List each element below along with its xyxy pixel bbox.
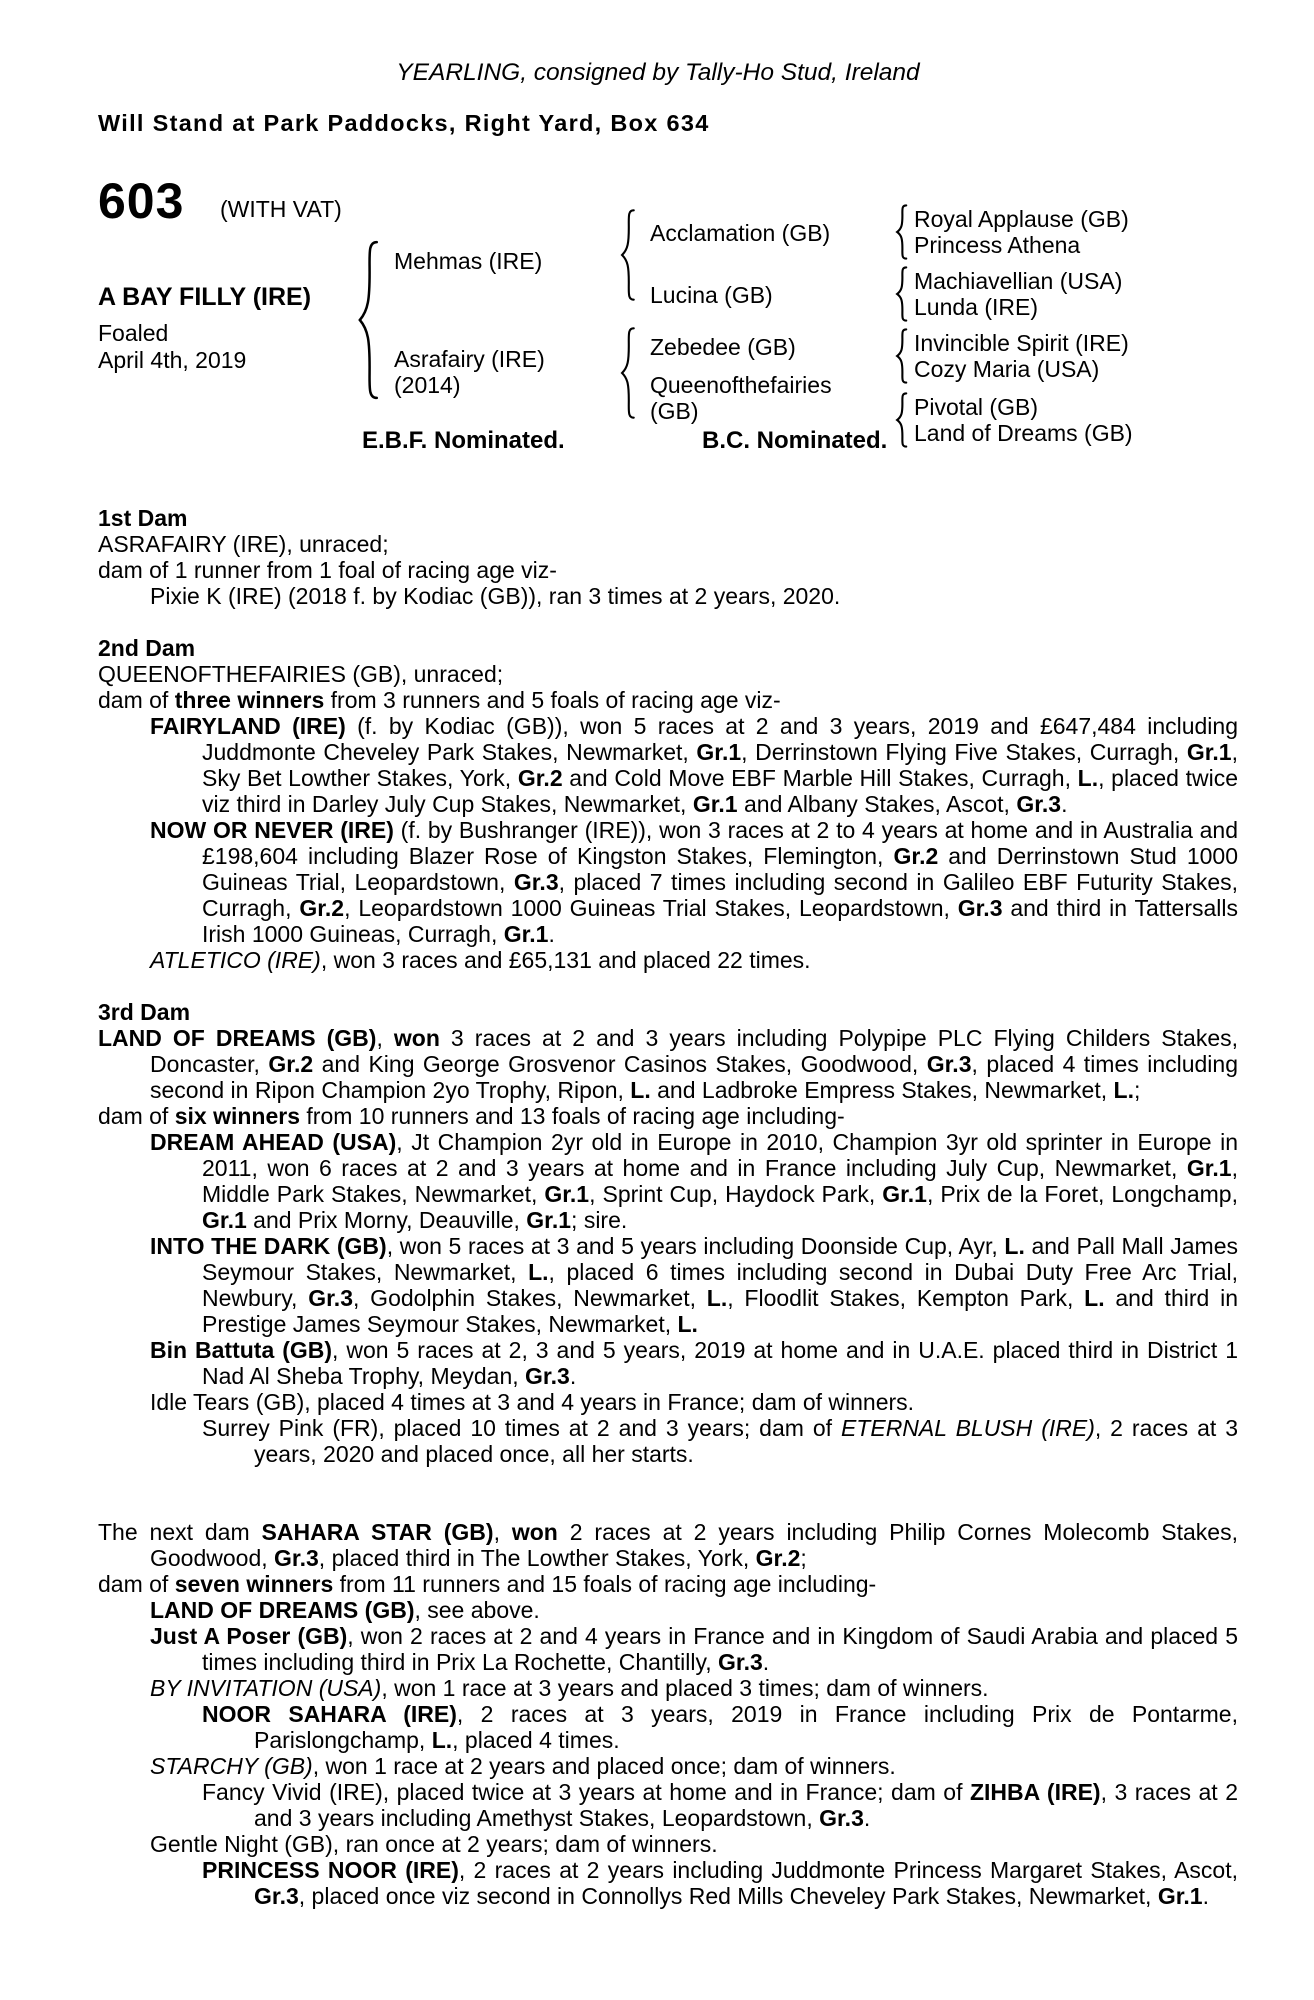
catalogue-paragraph: ATLETICO (IRE), won 3 races and £65,131 and placed 22 times. (150, 947, 811, 973)
catalogue-paragraph: QUEENOFTHEFAIRIES (GB), unraced; (98, 661, 504, 687)
catalogue-paragraph: Fancy Vivid (IRE), placed twice at 3 years at home and in France; dam of ZIHBA (IRE), 3 races at 2 and 3 years including Amethyst Stakes, Leopardstown, Gr.3. (202, 1779, 1238, 1831)
horse-name: A BAY FILLY (IRE) (98, 283, 312, 311)
catalogue-paragraph: dam of three winners from 3 runners and 5 foals of racing age viz- (98, 687, 781, 713)
pedigree-brace (618, 208, 636, 302)
foaled-label: Foaled (98, 320, 169, 346)
great-granddam-name: Land of Dreams (GB) (914, 420, 1133, 446)
catalogue-paragraph: NOW OR NEVER (IRE) (f. by Bushranger (IRE)), won 3 races at 2 to 4 years at home and in Australia and £198,604 including Blazer Rose of Kingston Stakes, Flemington, Gr.2 and Derrinstown Stud 1000 Guineas Trial, Leopardstown, Gr.3, placed 7 times including second in Galileo EBF Futurity Stakes, Curragh, Gr.2, Leopardstown 1000 Guineas Trial Stakes, Leopardstown, Gr.3 and third in Tattersalls Irish 1000 Guineas, Curragh, Gr.1. (150, 817, 1238, 947)
dam-section-heading: 1st Dam (98, 505, 188, 531)
great-grandsire-name: Invincible Spirit (IRE) (914, 330, 1129, 356)
pedigree-text-body (98, 505, 1238, 1909)
pedigree-brace (894, 328, 908, 384)
dam-section (98, 635, 1238, 973)
pedigree-brace (618, 326, 636, 420)
catalogue-paragraph: Gentle Night (GB), ran once at 2 years; dam of winners. (150, 1831, 718, 1857)
sire-sire-name: Acclamation (GB) (650, 220, 831, 246)
catalogue-paragraph: Just A Poser (GB), won 2 races at 2 and 4 years in France and in Kingdom of Saudi Arabia and placed 5 times including third in Prix La Rochette, Chantilly, Gr.3. (150, 1623, 1238, 1675)
ebf-nominated-note: E.B.F. Nominated. (362, 427, 565, 454)
dam-dam-name: Queenofthefairies (650, 372, 832, 398)
dam-section (98, 1519, 1238, 1909)
lot-vat-note: (WITH VAT) (220, 196, 342, 222)
stand-location-line: Will Stand at Park Paddocks, Right Yard, Box 634 (98, 110, 710, 136)
catalogue-paragraph: BY INVITATION (USA), won 1 race at 3 years and placed 3 times; dam of winners. (150, 1675, 989, 1701)
great-granddam-name: Cozy Maria (USA) (914, 356, 1100, 382)
bc-nominated-note: B.C. Nominated. (702, 427, 888, 454)
catalogue-paragraph: The next dam SAHARA STAR (GB), won 2 races at 2 years including Philip Cornes Molecomb Stakes, Goodwood, Gr.3, placed third in The Lowther Stakes, York, Gr.2; (98, 1519, 1238, 1571)
great-granddam-name: Lunda (IRE) (914, 294, 1039, 320)
catalogue-paragraph: NOOR SAHARA (IRE), 2 races at 3 years, 2019 in France including Prix de Pontarme, Parislongchamp, L., placed 4 times. (202, 1701, 1238, 1753)
sire-dam-name: Lucina (GB) (650, 282, 773, 308)
dam-dam-suffix: (GB) (650, 398, 699, 424)
dam-foaling-year: (2014) (394, 372, 461, 398)
catalogue-paragraph: STARCHY (GB), won 1 race at 2 years and placed once; dam of winners. (150, 1753, 896, 1779)
catalogue-paragraph: Surrey Pink (FR), placed 10 times at 2 and 3 years; dam of ETERNAL BLUSH (IRE), 2 races at 3 years, 2020 and placed once, all her starts. (202, 1415, 1238, 1467)
catalogue-paragraph: Pixie K (IRE) (2018 f. by Kodiac (GB)), ran 3 times at 2 years, 2020. (150, 583, 841, 609)
dam-section-heading: 2nd Dam (98, 635, 196, 661)
great-grandsire-name: Machiavellian (USA) (914, 268, 1123, 294)
great-grandsire-name: Royal Applause (GB) (914, 206, 1129, 232)
catalogue-paragraph: LAND OF DREAMS (GB), see above. (150, 1597, 540, 1623)
catalogue-paragraph: FAIRYLAND (IRE) (f. by Kodiac (GB)), won 5 races at 2 and 3 years, 2019 and £647,484 including Juddmonte Cheveley Park Stakes, Newmarket, Gr.1, Derrinstown Flying Five Stakes, Curragh, Gr.1, Sky Bet Lowther Stakes, York, Gr.2 and Cold Move EBF Marble Hill Stakes, Curragh, L., placed twice viz third in Darley July Cup Stakes, Newmarket, Gr.1 and Albany Stakes, Ascot, Gr.3. (150, 713, 1238, 817)
lot-number: 603 (98, 173, 185, 229)
dam-name: Asrafairy (IRE) (394, 346, 545, 372)
pedigree-table (0, 170, 1314, 505)
catalogue-paragraph: dam of 1 runner from 1 foal of racing age viz- (98, 557, 557, 583)
great-granddam-name: Princess Athena (914, 232, 1081, 258)
catalogue-paragraph: DREAM AHEAD (USA), Jt Champion 2yr old in Europe in 2010, Champion 3yr old sprinter in Europe in 2011, won 6 races at 2 and 3 years at home and in France including July Cup, Newmarket, Gr.1, Middle Park Stakes, Newmarket, Gr.1, Sprint Cup, Haydock Park, Gr.1, Prix de la Foret, Longchamp, Gr.1 and Prix Morny, Deauville, Gr.1; sire. (150, 1129, 1238, 1233)
dam-sire-name: Zebedee (GB) (650, 334, 796, 360)
catalogue-paragraph: dam of seven winners from 11 runners and 15 foals of racing age including- (98, 1571, 877, 1597)
catalogue-paragraph: Idle Tears (GB), placed 4 times at 3 and 4 years in France; dam of winners. (150, 1389, 915, 1415)
pedigree-brace (894, 266, 908, 322)
sire-name: Mehmas (IRE) (394, 248, 543, 274)
catalogue-paragraph: PRINCESS NOOR (IRE), 2 races at 2 years including Juddmonte Princess Margaret Stakes, Ascot, Gr.3, placed once viz second in Connollys Red Mills Cheveley Park Stakes, Newmarket, Gr.1. (202, 1857, 1238, 1909)
catalogue-paragraph: ASRAFAIRY (IRE), unraced; (98, 531, 389, 557)
catalogue-paragraph: INTO THE DARK (GB), won 5 races at 3 and 5 years including Doonside Cup, Ayr, L. and Pall Mall James Seymour Stakes, Newmarket, L., placed 6 times including second in Dubai Duty Free Arc Trial, Newbury, Gr.3, Godolphin Stakes, Newmarket, L., Floodlit Stakes, Kempton Park, L. and third in Prestige James Seymour Stakes, Newmarket, L. (150, 1233, 1239, 1337)
dam-section (98, 999, 1238, 1467)
pedigree-brace (894, 204, 908, 260)
foaled-date: April 4th, 2019 (98, 347, 247, 373)
great-grandsire-name: Pivotal (GB) (914, 394, 1038, 420)
pedigree-brace (894, 392, 908, 448)
pedigree-brace (354, 238, 380, 402)
catalogue-paragraph: Bin Battuta (GB), won 5 races at 2, 3 and 5 years, 2019 at home and in U.A.E. placed third in District 1 Nad Al Sheba Trophy, Meydan, Gr.3. (150, 1337, 1238, 1389)
catalogue-paragraph: dam of six winners from 10 runners and 13 foals of racing age including- (98, 1103, 845, 1129)
dam-section-heading: 3rd Dam (98, 999, 191, 1025)
dam-section (98, 505, 1238, 609)
consignor-line: YEARLING, consigned by Tally-Ho Stud, Ireland (396, 59, 920, 86)
catalogue-paragraph: LAND OF DREAMS (GB), won 3 races at 2 and 3 years including Polypipe PLC Flying Childers Stakes, Doncaster, Gr.2 and King George Grosvenor Casinos Stakes, Goodwood, Gr.3, placed 4 times including second in Ripon Champion 2yo Trophy, Ripon, L. and Ladbroke Empress Stakes, Newmarket, L.; (98, 1025, 1239, 1103)
